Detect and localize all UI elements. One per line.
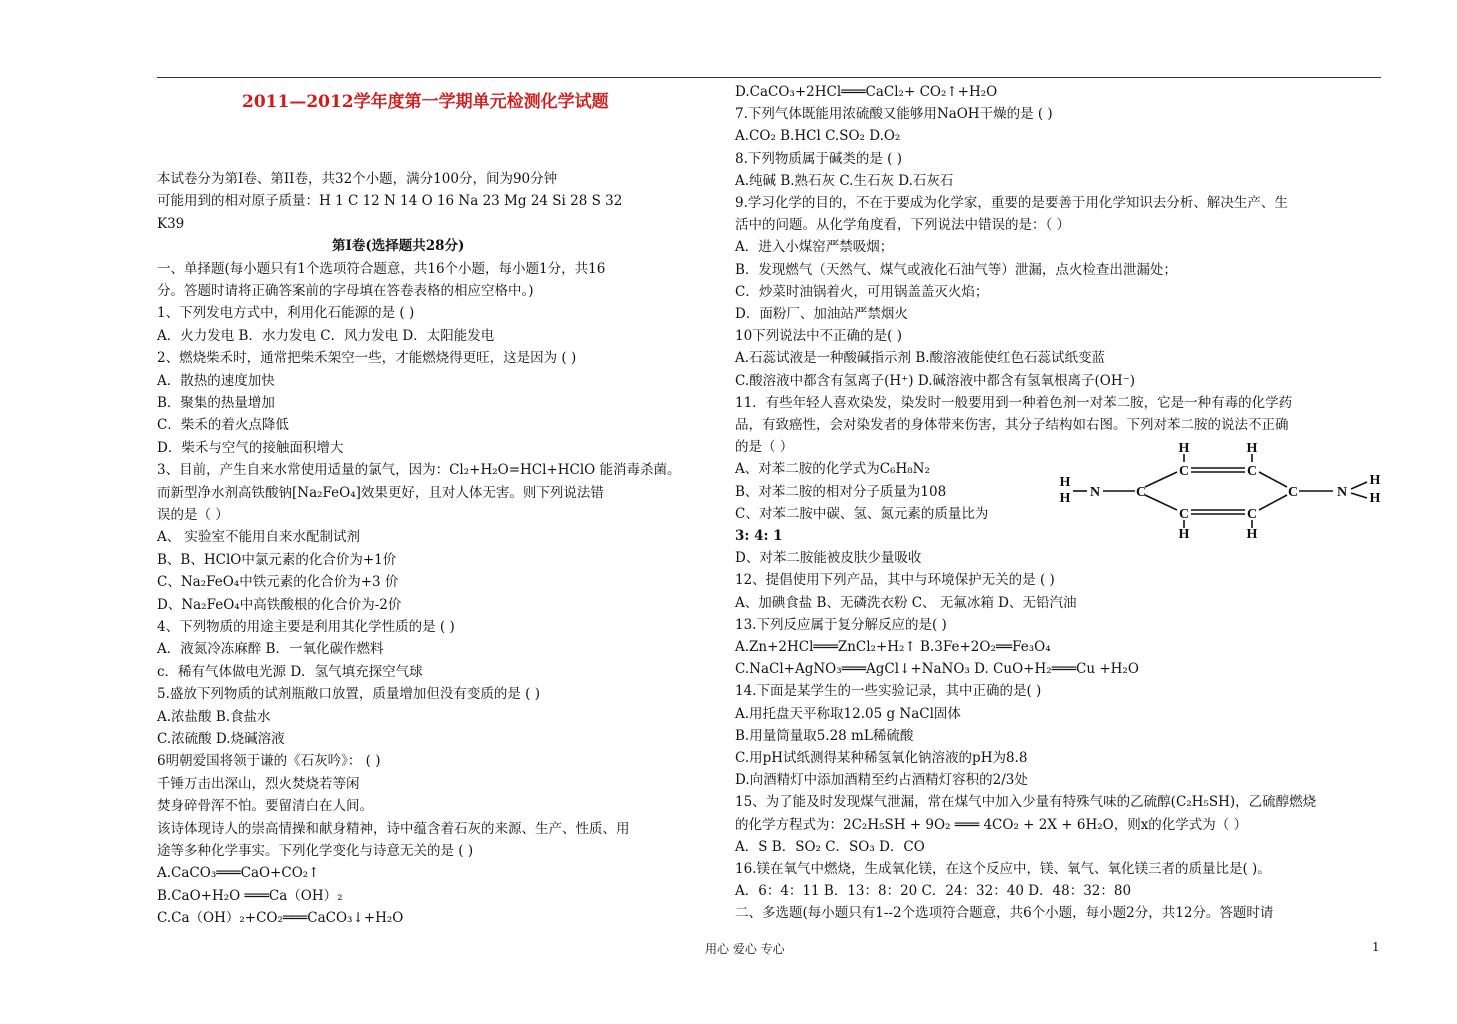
right-text-line: A.纯碱 B.熟石灰 C.生石灰 D.石灰石 <box>735 172 954 189</box>
left-text-line: C.Ca（OH）₂+CO₂═══CaCO₃↓+H₂O <box>157 910 404 927</box>
left-text-line: 第Ⅰ卷(选择题共28分) <box>332 238 465 255</box>
right-text-line: A.CO₂ B.HCl C.SO₂ D.O₂ <box>735 128 901 145</box>
right-text-line: 12、提倡使用下列产品，其中与环境保护无关的是 ( ) <box>735 572 1055 589</box>
right-text-line: 8.下列物质属于碱类的是 ( ) <box>735 150 902 167</box>
right-text-line: C.NaCl+AgNO₃═══AgCl↓+NaNO₃ D. CuO+H₂═══Cu +H₂O <box>735 661 1139 678</box>
right-text-line: C.用pH试纸测得某种稀氢氧化钠溶液的pH为8.8 <box>735 750 1028 766</box>
right-text-line: B.用量筒量取5.28 mL稀硫酸 <box>735 727 914 744</box>
left-text-line: 6明朝爱国将领于谦的《石灰吟》： ( ) <box>157 753 381 770</box>
atom-c: C <box>1178 507 1190 522</box>
left-text-line: 4、下列物质的用途主要是利用其化学性质的是 ( ) <box>157 619 455 635</box>
atom-c: C <box>1178 464 1190 479</box>
left-text-line: 该诗体现诗人的崇高情操和献身精神，诗中蕴含着石灰的来源、生产、性质、用 <box>157 820 630 837</box>
right-text-line: 15、为了能及时发现煤气泄漏，常在煤气中加入少量有特殊气味的乙硫醇(C₂H₅SH)，乙硫醇燃烧 <box>735 794 1317 811</box>
right-text-line: C.酸溶液中都含有氢离子(H⁺) D.碱溶液中都含有氢氧根离子(OH⁻) <box>735 372 1135 389</box>
atom-c: C <box>1246 464 1258 479</box>
right-text-line: D.向酒精灯中添加酒精至约占酒精灯容积的2/3处 <box>735 772 1028 789</box>
right-text-line: D、对苯二胺能被皮肤少量吸收 <box>735 550 922 567</box>
right-text-line: A．6：4：11 B．13：8：20 C．24：32：40 D．48：32：80 <box>735 883 1132 900</box>
atom-h: H <box>1369 473 1381 488</box>
page-title: 2011—2012学年度第一学期单元检测化学试题 <box>242 92 609 112</box>
left-text-line: A.浓盐酸 B.食盐水 <box>157 708 271 725</box>
right-text-line: 7.下列气体既能用浓硫酸又能够用NaOH干燥的是 ( ) <box>735 106 1053 123</box>
atom-h: H <box>1246 527 1258 540</box>
right-text-line: A．S B．SO₂ C．SO₃ D．CO <box>735 838 925 855</box>
left-text-line: 3、目前，产生自来水常使用适量的氯气，因为：Cl₂+H₂O=HCl+HClO 能消毒杀菌。 <box>157 462 681 479</box>
right-text-line: A．进入小煤窑严禁吸烟； <box>735 239 894 256</box>
page-number: 1 <box>1372 940 1380 954</box>
left-text-line: 1、下列发电方式中，利用化石能源的是 ( ) <box>157 305 415 322</box>
atom-n: N <box>1089 485 1101 500</box>
right-text-line: A、加碘食盐 B、无磷洗衣粉 C、 无氟冰箱 D、无铅汽油 <box>735 594 1077 611</box>
right-text-line: B、对苯二胺的相对分子质量为108 <box>735 483 947 500</box>
left-text-line: K39 <box>157 215 185 232</box>
atom-c: C <box>1246 507 1258 522</box>
left-text-line: 5.盛放下列物质的试剂瓶敞口放置，质量增加但没有变质的是 ( ) <box>157 686 540 703</box>
right-text-line: 的化学方程式为：2C₂H₅SH + 9O₂ ═══ 4CO₂ + 2X + 6H₂O，则x的化学式为（ ） <box>735 816 1248 833</box>
right-text-line: 的是（ ） <box>735 439 794 456</box>
right-text-line: 品，有致癌性，会对染发者的身体带来伤害，其分子结构如右图。下列对苯二胺的说法不正确 <box>735 417 1289 433</box>
atom-h: H <box>1369 491 1381 506</box>
right-text-line: 二、多选题(每小题只有1--2个选项符合题意，共6个小题，每小题2分，共12分。答题时请 <box>735 905 1274 922</box>
left-text-line: A．液氮冷冻麻醉 B．一氧化碳作燃料 <box>157 641 384 658</box>
footer-motto: 用心 爱心 专心 <box>705 942 785 956</box>
atom-h: H <box>1246 441 1258 456</box>
right-text-line: 14.下面是某学生的一些实验记录，其中正确的是( ) <box>735 683 1042 700</box>
left-text-line: B、B、HClO中氯元素的化合价为+1价 <box>157 551 397 568</box>
atom-h: H <box>1059 491 1071 506</box>
right-text-line: B．发现燃气（天然气、煤气或液化石油气等）泄漏，点火检查出泄漏处； <box>735 261 1177 278</box>
left-text-line: A．散热的速度加快 <box>157 372 275 389</box>
left-text-line: 一、单择题(每小题只有1个选项符合题意，共16个小题，每小题1分，共16 <box>157 260 606 277</box>
left-text-line: 焚身碎骨浑不怕。要留清白在人间。 <box>157 798 373 815</box>
atom-h: H <box>1178 441 1190 456</box>
left-text-line: c．稀有气体做电光源 D．氢气填充探空气球 <box>157 663 423 680</box>
left-text-line: 可能用到的相对原子质量：H 1 C 12 N 14 O 16 Na 23 Mg 24 Si 28 S 32 <box>157 193 623 210</box>
left-text-line: C.浓硫酸 D.烧碱溶液 <box>157 731 285 747</box>
left-text-line: 途等多种化学事实。下列化学变化与诗意无关的是 ( ) <box>157 843 474 859</box>
left-text-line: A、 实验室不能用自来水配制试剂 <box>157 529 361 546</box>
left-text-line: D、Na₂FeO₄中高铁酸根的化合价为-2价 <box>157 596 402 613</box>
left-text-line: 而新型净水剂高铁酸钠[Na₂FeO₄]效果更好，且对人体无害。则下列说法错 <box>157 484 604 501</box>
right-text-line: D.CaCO₃+2HCl═══CaCl₂+ CO₂↑+H₂O <box>735 84 998 100</box>
left-text-line: D．柴禾与空气的接触面积增大 <box>157 439 344 456</box>
left-text-line: B．聚集的热量增加 <box>157 395 275 411</box>
left-text-line: 本试卷分为第I卷、第II卷，共32个小题，满分100分，间为90分钟 <box>157 171 558 187</box>
left-text-line: B.CaO+H₂O ═══Ca（OH）₂ <box>157 887 343 904</box>
atom-c: C <box>1287 485 1299 500</box>
right-text-line: A.石蕊试液是一种酸碱指示剂 B.酸溶液能使红色石蕊试纸变蓝 <box>735 350 1106 367</box>
right-text-line: 9.学习化学的目的，不在于要成为化学家，重要的是要善于用化学知识去分析、解决生产、生 <box>735 195 1288 211</box>
left-text-line: 分。答题时请将正确答案前的字母填在答卷表格的相应空格中。) <box>157 283 534 299</box>
right-text-line: 13.下列反应属于复分解反应的是( ) <box>735 616 947 633</box>
atom-h: H <box>1178 527 1190 540</box>
right-text-line: A.用托盘天平称取12.05 g NaCl固体 <box>735 705 961 722</box>
right-text-line: 11．有些年轻人喜欢染发，染发时一般要用到一种着色剂一对苯二胺，它是一种有毒的化学药 <box>735 394 1293 411</box>
right-text-line: C．炒菜时油锅着火，可用锅盖盖灭火焰； <box>735 283 989 300</box>
left-text-line: 千锤万击出深山，烈火焚烧若等闲 <box>157 775 360 792</box>
p-phenylenediamine-structure <box>1055 440 1395 540</box>
left-text-line: A．火力发电 B．水力发电 C．风力发电 D．太阳能发电 <box>157 327 495 344</box>
right-text-line: A、对苯二胺的化学式为C₆H₈N₂ <box>735 461 930 478</box>
right-text-line: C、对苯二胺中碳、氢、氮元素的质量比为 <box>735 505 989 522</box>
right-text-line: A.Zn+2HCl═══ZnCl₂+H₂↑ B.3Fe+2O₂══Fe₃O₄ <box>735 639 1051 655</box>
atom-n: N <box>1336 485 1348 500</box>
left-text-line: C．柴禾的着火点降低 <box>157 417 289 434</box>
left-text-line: 误的是（ ） <box>157 507 229 523</box>
top-rule <box>157 77 1381 78</box>
right-text-line: D．面粉厂、加油站严禁烟火 <box>735 306 908 322</box>
right-text-line: 3: 4: 1 <box>735 528 783 544</box>
right-text-line: 16.镁在氧气中燃烧，生成氧化镁，在这个反应中，镁、氧气、氧化镁三者的质量比是( )。 <box>735 861 1271 877</box>
left-text-line: A.CaCO₃═══CaO+CO₂↑ <box>157 865 320 882</box>
atom-h: H <box>1059 475 1071 490</box>
right-text-line: 活中的问题。从化学角度看，下列说法中错误的是：（ ） <box>735 217 1071 234</box>
left-text-line: C、Na₂FeO₄中铁元素的化合价为+3 价 <box>157 574 399 591</box>
right-text-line: 10下列说法中不正确的是( ) <box>735 328 903 345</box>
atom-c: C <box>1135 485 1147 500</box>
left-text-line: 2、燃烧柴禾时，通常把柴禾架空一些，才能燃烧得更旺，这是因为 ( ) <box>157 350 577 367</box>
